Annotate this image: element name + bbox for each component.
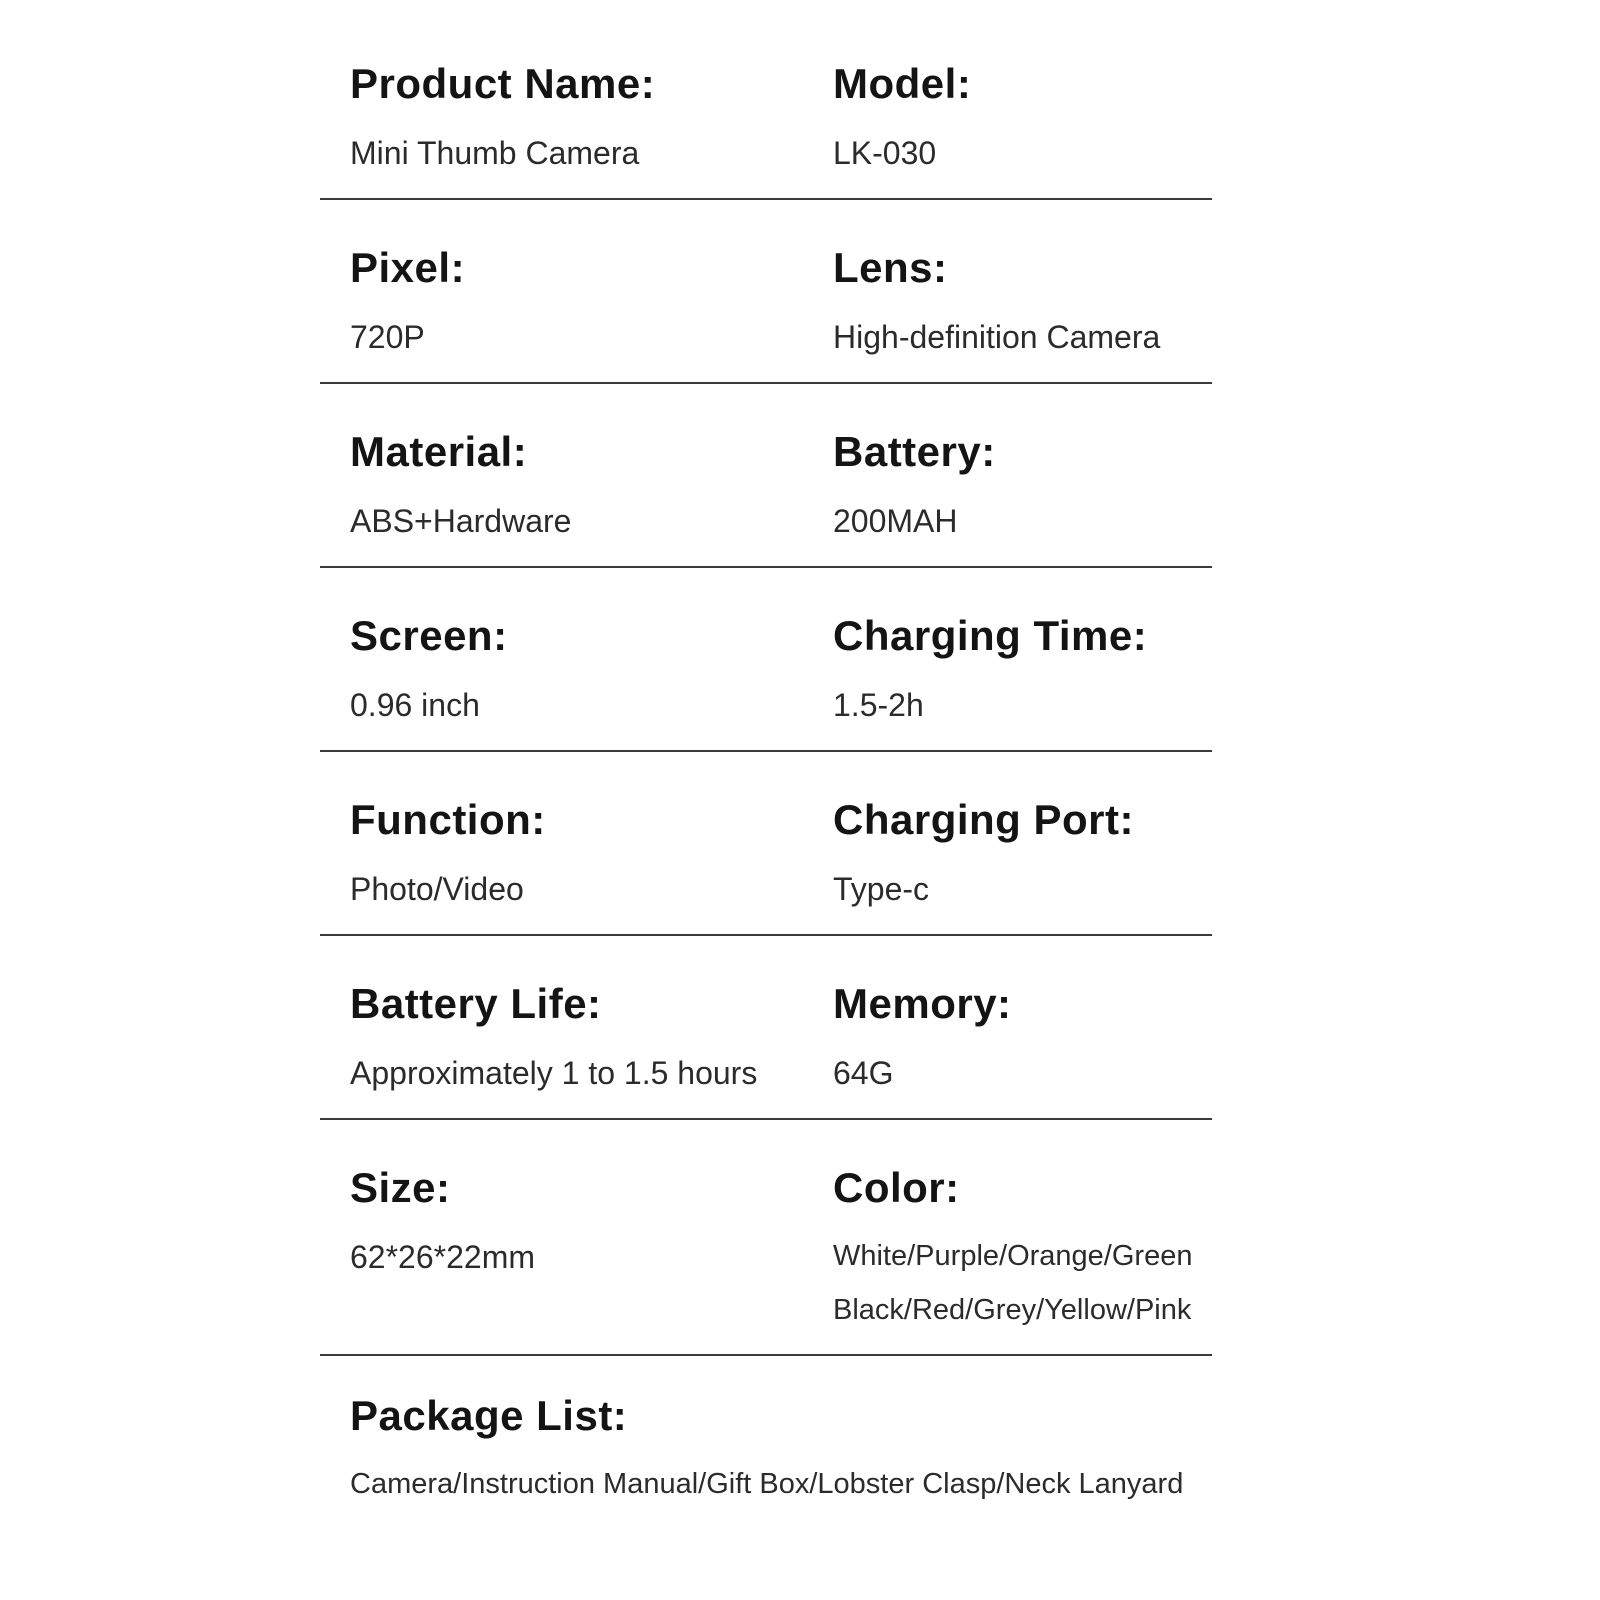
spec-cell-battery-life xyxy=(350,982,833,1092)
color-value xyxy=(833,1238,1212,1328)
package-list-value: Camera/Instruction Manual/Gift Box/Lobster Clasp/Neck Lanyard xyxy=(350,1468,1184,1500)
function-value: Photo/Video xyxy=(350,871,524,907)
spec-cell-size xyxy=(350,1166,833,1328)
product-name-label: Product Name: xyxy=(350,60,656,107)
screen-label: Screen: xyxy=(350,612,508,659)
battery-life-value: Approximately 1 to 1.5 hours xyxy=(350,1055,758,1091)
model-value: LK-030 xyxy=(833,135,937,171)
spec-cell-material xyxy=(350,430,833,540)
spec-cell-product-name xyxy=(350,62,833,172)
lens-label: Lens: xyxy=(833,244,948,291)
lens-value: High-definition Camera xyxy=(833,319,1161,355)
battery-life-label: Battery Life: xyxy=(350,980,602,1027)
material-value: ABS+Hardware xyxy=(350,503,572,539)
memory-value: 64G xyxy=(833,1055,894,1091)
color-value-line-2: Black/Red/Grey/Yellow/Pink xyxy=(833,1294,1192,1326)
battery-label: Battery: xyxy=(833,428,996,475)
product-name-value: Mini Thumb Camera xyxy=(350,135,640,171)
battery-value: 200MAH xyxy=(833,503,958,539)
spec-cell-lens xyxy=(833,246,1212,356)
spec-row-batterylife-memory xyxy=(320,936,1212,1120)
memory-label: Memory: xyxy=(833,980,1012,1027)
charging-port-label: Charging Port: xyxy=(833,796,1134,843)
color-label: Color: xyxy=(833,1164,960,1211)
model-label: Model: xyxy=(833,60,972,107)
spec-cell-charging-port xyxy=(833,798,1212,908)
spec-row-screen-chargingtime xyxy=(320,568,1212,752)
package-list-section xyxy=(320,1356,1212,1502)
size-value: 62*26*22mm xyxy=(350,1239,535,1275)
charging-port-value: Type-c xyxy=(833,871,930,907)
spec-cell-charging-time xyxy=(833,614,1212,724)
spec-cell-pixel xyxy=(350,246,833,356)
spec-row-function-chargingport xyxy=(320,752,1212,936)
screen-value: 0.96 inch xyxy=(350,687,480,723)
spec-cell-memory xyxy=(833,982,1212,1092)
spec-row-product-model xyxy=(320,36,1212,200)
color-value-line-1: White/Purple/Orange/Green xyxy=(833,1240,1193,1272)
charging-time-value: 1.5-2h xyxy=(833,687,924,723)
size-label: Size: xyxy=(350,1164,451,1211)
charging-time-label: Charging Time: xyxy=(833,612,1148,659)
spec-cell-screen xyxy=(350,614,833,724)
spec-cell-model xyxy=(833,62,1212,172)
spec-row-pixel-lens xyxy=(320,200,1212,384)
spec-row-size-color xyxy=(320,1120,1212,1356)
spec-cell-color xyxy=(833,1166,1212,1328)
pixel-label: Pixel: xyxy=(350,244,466,291)
spec-row-material-battery xyxy=(320,384,1212,568)
spec-sheet xyxy=(320,36,1212,1502)
pixel-value: 720P xyxy=(350,319,425,355)
function-label: Function: xyxy=(350,796,546,843)
package-list-label: Package List: xyxy=(350,1392,628,1439)
spec-cell-battery xyxy=(833,430,1212,540)
spec-cell-function xyxy=(350,798,833,908)
material-label: Material: xyxy=(350,428,528,475)
